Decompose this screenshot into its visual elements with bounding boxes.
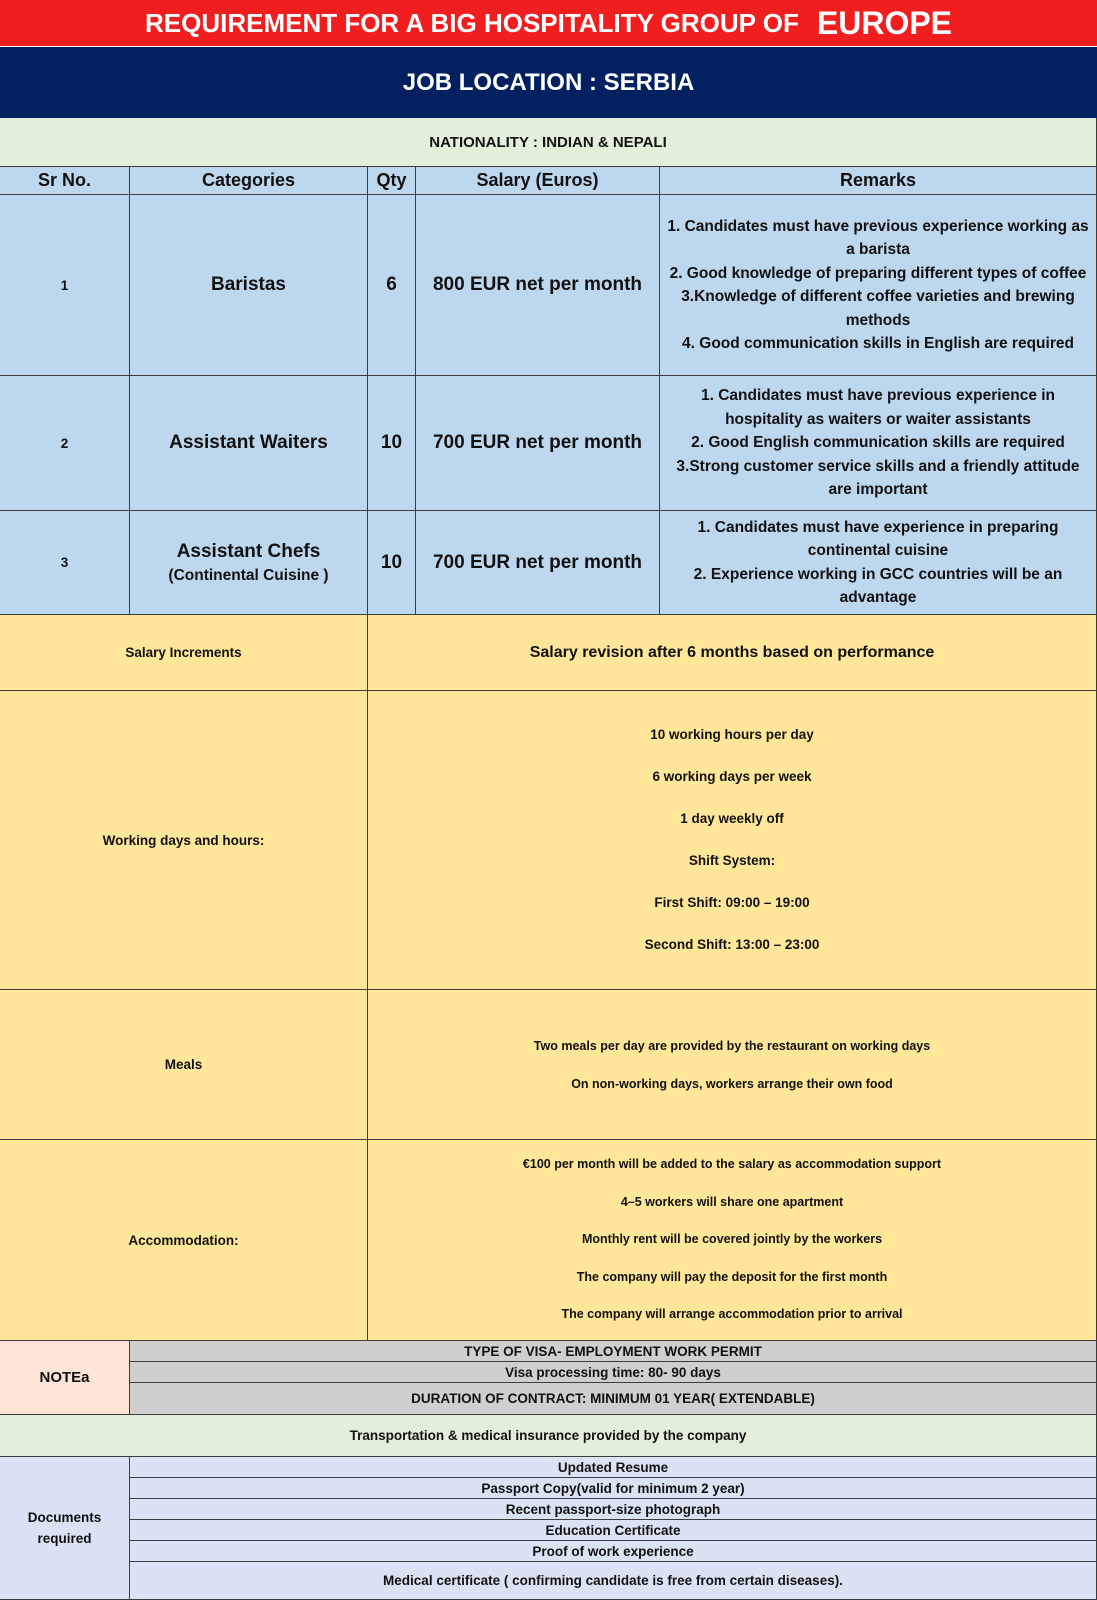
accommodation-line: €100 per month will be added to the salary as accommodation support — [522, 1157, 942, 1172]
document-item: Recent passport-size photograph — [130, 1499, 1097, 1520]
job-category: Baristas — [130, 195, 368, 376]
working-line: Shift System: — [688, 853, 776, 868]
job-sr: 1 — [0, 195, 130, 376]
job-category-cell — [130, 511, 368, 615]
note-line: Visa processing time: 80- 90 days — [130, 1362, 1097, 1383]
header-salary: Salary (Euros) — [416, 167, 660, 195]
remark-line: 4. Good communication skills in English are required — [682, 335, 1074, 352]
document-item: Passport Copy(valid for minimum 2 year) — [130, 1478, 1097, 1499]
notes-label: NOTEa — [0, 1341, 130, 1415]
document-item: Education Certificate — [130, 1520, 1097, 1541]
remark-line: 1. Candidates must have previous experience in — [700, 387, 1056, 405]
remark-line: 1. Candidates must have previous experience working as — [667, 217, 1089, 235]
remark-line: 2. Good English communication skills are required — [691, 434, 1065, 452]
accommodation-line: 4–5 workers will share one apartment — [620, 1194, 844, 1209]
header-categories: Categories — [130, 167, 368, 195]
job-salary: 700 EUR net per month — [416, 376, 660, 511]
working-line: 6 working days per week — [652, 769, 812, 784]
remark-line: are important — [828, 481, 928, 499]
transport-row: Transportation & medical insurance provided by the company — [0, 1415, 1097, 1457]
nationality-row: NATIONALITY : INDIAN & NEPALI — [0, 118, 1097, 167]
job-qty: 10 — [368, 511, 416, 615]
remark-line: methods — [845, 311, 911, 329]
job-remarks — [660, 376, 1097, 511]
remark-line: advantage — [839, 589, 917, 606]
header-sr-no: Sr No. — [0, 167, 130, 195]
note-line: DURATION OF CONTRACT: MINIMUM 01 YEAR( EXTENDABLE) — [130, 1383, 1097, 1415]
job-category: Assistant Waiters — [130, 376, 368, 511]
job-remarks — [660, 195, 1097, 376]
salary-increments-value: Salary revision after 6 months based on performance — [368, 615, 1097, 691]
job-category: Assistant Chefs — [176, 540, 321, 562]
working-line: Second Shift: 13:00 – 23:00 — [644, 937, 820, 952]
meals-line: On non-working days, workers arrange their own food — [571, 1076, 893, 1091]
remark-line: continental cuisine — [807, 542, 949, 559]
accommodation-line: The company will arrange accommodation prior to arrival — [561, 1307, 903, 1322]
job-qty: 6 — [368, 195, 416, 376]
header-remarks: Remarks — [660, 167, 1097, 195]
remark-line: 2. Good knowledge of preparing different types of coffee — [669, 264, 1087, 282]
document-item: Medical certificate ( confirming candidate is free from certain diseases). — [130, 1562, 1097, 1600]
job-salary: 800 EUR net per month — [416, 195, 660, 376]
document-item: Updated Resume — [130, 1457, 1097, 1478]
working-line: First Shift: 09:00 – 19:00 — [654, 895, 810, 910]
job-category-sub: (Continental Cuisine ) — [168, 566, 329, 584]
remark-line: 3.Strong customer service skills and a friendly attitude — [676, 457, 1080, 475]
job-salary: 700 EUR net per month — [416, 511, 660, 615]
header-qty: Qty — [368, 167, 416, 195]
job-location-banner: JOB LOCATION : SERBIA — [0, 46, 1097, 118]
accommodation-label: Accommodation: — [0, 1140, 368, 1341]
meals-line: Two meals per day are provided by the restaurant on working days — [533, 1038, 931, 1053]
note-line: TYPE OF VISA- EMPLOYMENT WORK PERMIT — [130, 1341, 1097, 1362]
working-line: 1 day weekly off — [680, 811, 784, 826]
job-sr: 2 — [0, 376, 130, 511]
remark-line: a barista — [846, 241, 910, 258]
job-sr: 3 — [0, 511, 130, 615]
remark-line: hospitality as waiters or waiter assistants — [725, 410, 1031, 428]
remark-line: 1. Candidates must have experience in preparing — [697, 518, 1059, 536]
working-line: 10 working hours per day — [650, 727, 814, 742]
document-item: Proof of work experience — [130, 1541, 1097, 1562]
remark-line: 3.Knowledge of different coffee varieties and brewing — [681, 288, 1075, 305]
header-banner — [0, 0, 1097, 46]
banner-region: EUROPE — [816, 4, 953, 41]
meals-label: Meals — [0, 990, 368, 1140]
salary-increments-label: Salary Increments — [0, 615, 368, 691]
accommodation-line: Monthly rent will be covered jointly by the workers — [581, 1232, 883, 1247]
banner-title: REQUIREMENT FOR A BIG HOSPITALITY GROUP OF — [144, 7, 799, 38]
accommodation-details — [368, 1140, 1097, 1341]
job-qty: 10 — [368, 376, 416, 511]
job-remarks — [660, 511, 1097, 615]
working-days-label: Working days and hours: — [0, 691, 368, 990]
working-days-details — [368, 691, 1097, 990]
accommodation-line: The company will pay the deposit for the first month — [576, 1269, 888, 1284]
remark-line: 2. Experience working in GCC countries will be an — [693, 565, 1063, 583]
meals-details — [368, 990, 1097, 1140]
documents-label: Documents required — [0, 1457, 130, 1600]
